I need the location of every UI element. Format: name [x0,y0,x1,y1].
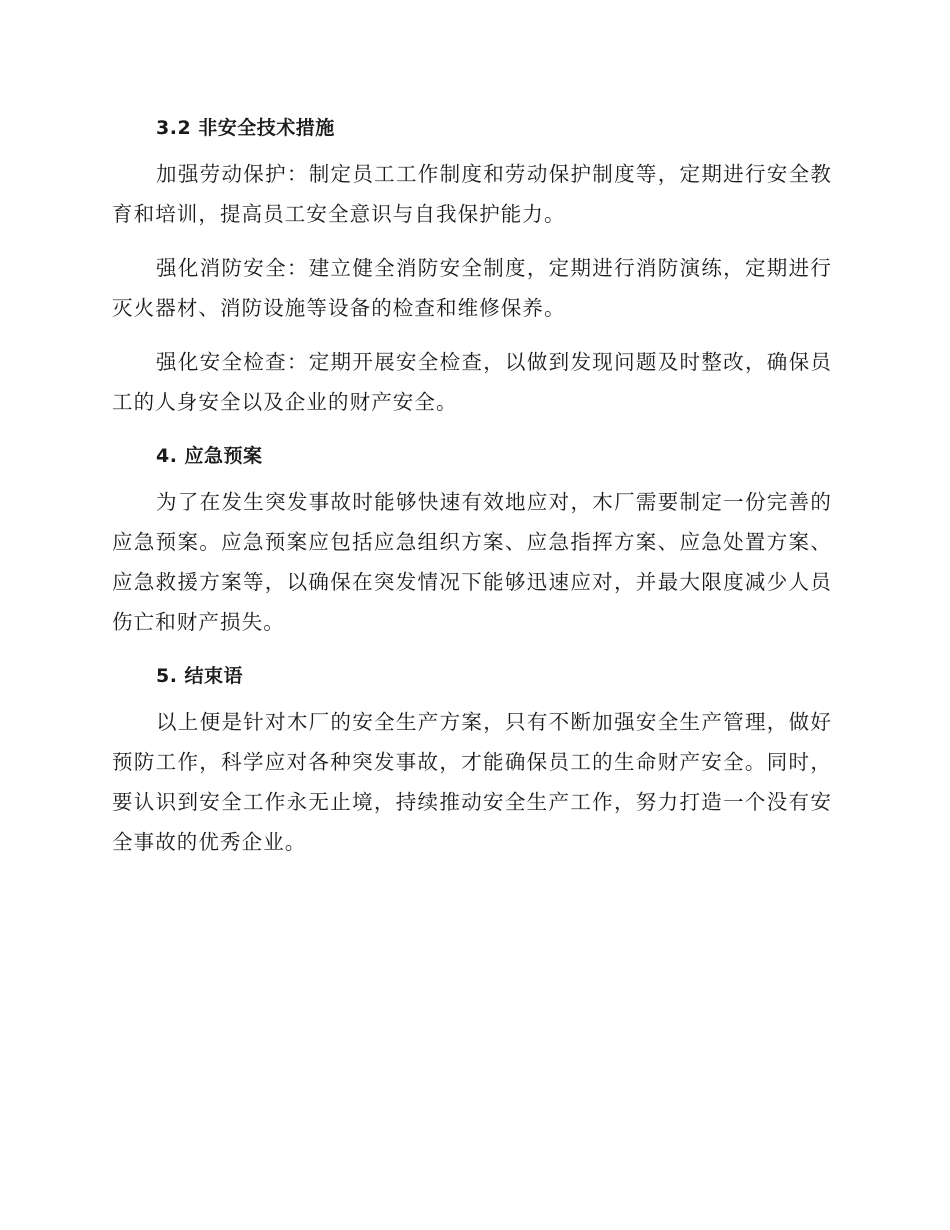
paragraph-labor-protection: 加强劳动保护：制定员工工作制度和劳动保护制度等，定期进行安全教育和培训，提高员工安全意识与自我保护能力。 [112,162,832,226]
section-heading-non-technical-measures: 3.2 非安全技术措施 [156,117,335,139]
paragraph-emergency-plan: 为了在发生突发事故时能够快速有效地应对，木厂需要制定一份完善的应急预案。应急预案应包括应急组织方案、应急指挥方案、应急处置方案、应急救援方案等，以确保在突发情况下能够迅速应对，并最大限度减少人员伤亡和财产损失。 [112,490,832,634]
paragraph-fire-safety: 强化消防安全：建立健全消防安全制度，定期进行消防演练，定期进行灭火器材、消防设施等设备的检查和维修保养。 [112,256,832,320]
document-body [112,108,832,876]
paragraph-conclusion: 以上便是针对木厂的安全生产方案，只有不断加强安全生产管理，做好预防工作，科学应对各种突发事故，才能确保员工的生命财产安全。同时，要认识到安全工作永无止境，持续推动安全生产工作，努力打造一个没有安全事故的优秀企业。 [112,710,832,854]
section-heading-conclusion: 5. 结束语 [156,665,244,687]
section-heading-emergency-plan: 4. 应急预案 [156,445,263,467]
paragraph-safety-inspection: 强化安全检查：定期开展安全检查，以做到发现问题及时整改，确保员工的人身安全以及企业的财产安全。 [112,350,832,414]
